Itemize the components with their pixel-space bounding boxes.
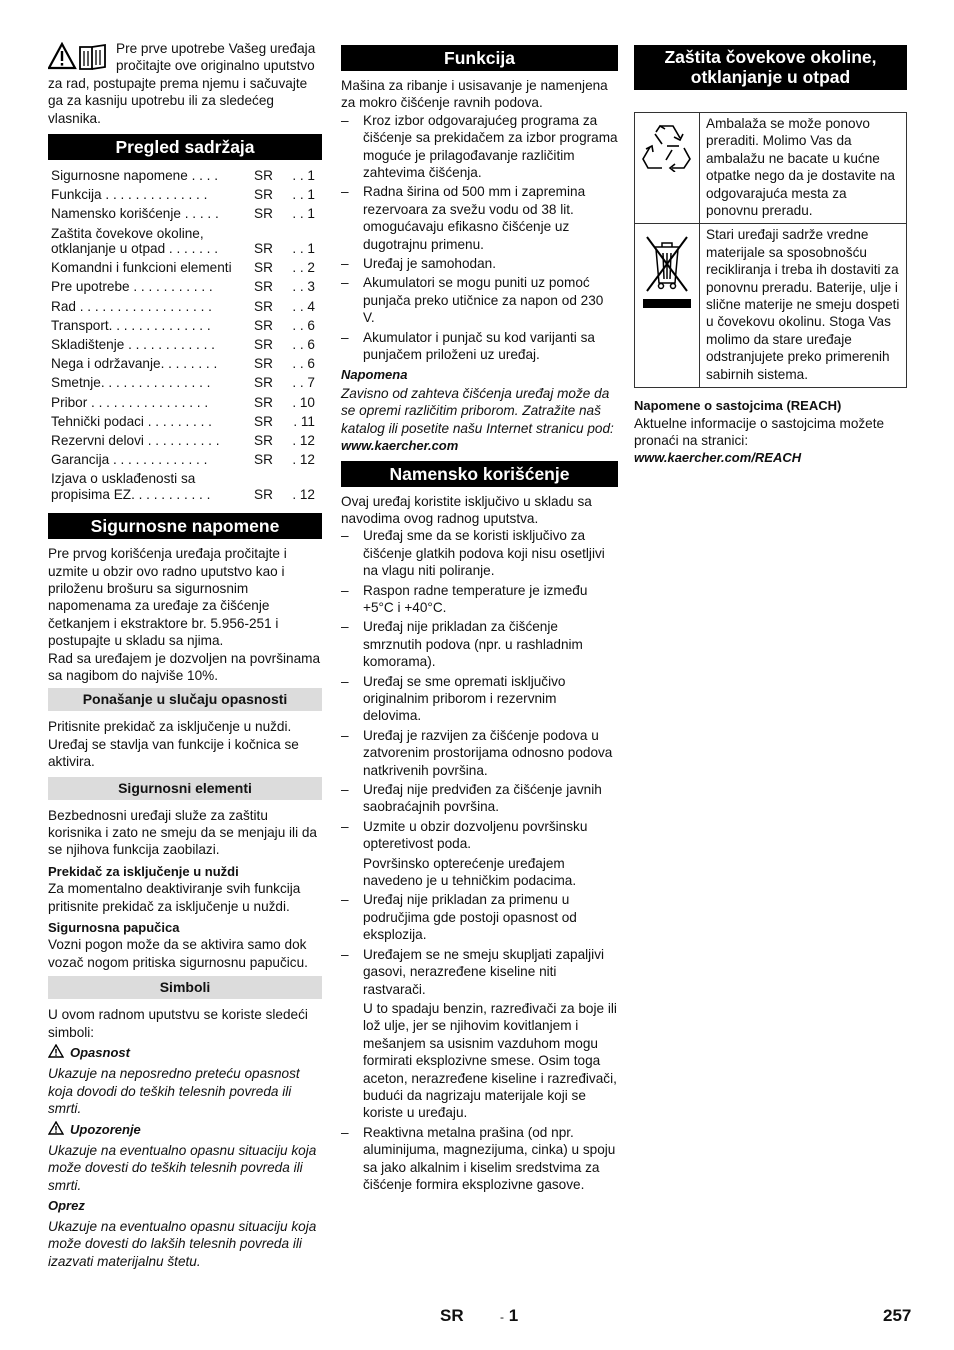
toc-lang: SR [254,279,273,295]
toc-title: Rad . . . . . . . . . . . . . . . . . . [51,298,212,314]
toc-lang: SR [254,375,273,391]
function-heading: Funkcija [341,45,618,71]
toc-row[interactable] [48,471,322,506]
toc-lang: SR [254,317,273,333]
column-middle [341,45,618,1195]
list-item: – Reaktivna metalna prašina (od npr. aluminijuma, magnezijuma, cinka) u spoju sa jako alkalnim i kiselim sredstvima za čišćenje formira eksplozivne gasove. [341,1124,618,1194]
toc-row[interactable] [48,433,322,452]
note-label: Napomena [341,366,408,382]
intended-use-heading: Namensko korišćenje [341,461,618,487]
reach-heading: Napomene o sastojcima (REACH) [634,398,842,414]
toc-heading: Pregled sadržaja [48,134,322,160]
toc-page: . 12 [292,486,315,502]
toc-lang: SR [254,337,273,353]
footer-total-page: 257 [883,1306,912,1325]
toc-title: Funkcija . . . . . . . . . . . . . . [51,187,208,203]
toc-row[interactable] [48,168,322,187]
toc-title: Smetnje. . . . . . . . . . . . . . . [51,375,211,391]
list-item: – Uređaj je samohodan. [341,255,618,272]
toc-title: Garancija . . . . . . . . . . . . . [51,452,208,468]
toc-row[interactable] [48,395,322,414]
toc-page: . . 2 [292,260,315,276]
list-item-extra: U to spadaju benzin, razređivači za boje ili lož ulje, jer se njihovim kovitlanjem i mešanjem sa usisnim vazduhom mogu formirati eksplozivne smese. Osim toga aceton, nerazređene kiseline i razređivači, budući da nagrizaju materijale koji se koriste u uređaju. [363,1000,617,1121]
toc-row[interactable] [48,375,322,394]
environment-table [634,112,907,388]
toc-row[interactable] [48,299,322,318]
symbols-paragraph: U ovom radnom uputstvu se koriste sledeći simboli: [48,1007,308,1040]
toc-row[interactable] [48,187,322,206]
reach-paragraph: Aktuelne informacije o sastojcima možete pronaći na stranici: [634,415,885,448]
safety-elements-heading: Sigurnosni elementi [48,777,322,800]
table-row [635,224,907,388]
reach-link[interactable]: www.kaercher.com/REACH [634,450,802,466]
danger-paragraph: Pritisnite prekidač za isključenje u nuždi. Uređaj se stavlja van funkcije i kočnica se aktivira. [48,719,299,770]
footer-language: SR [440,1306,464,1325]
toc-lang: SR [254,356,273,372]
danger-label-text: Opasnost [70,1045,130,1061]
toc-row[interactable] [48,226,322,261]
list-item: – Radna širina od 500 mm i zapremina rezervoara za svežu vodu od 38 lit. omogućavaju efikasno čišćenje uz dugotrajnu primenu. [341,183,618,253]
toc-page: . 12 [292,452,315,468]
list-item [341,946,618,1122]
list-item-text: Uzmite u obzir dozvoljenu površinsku opteretivost poda. [363,818,588,852]
toc-row[interactable] [48,279,322,298]
toc-row[interactable] [48,414,322,433]
toc-page: . . 1 [292,187,315,203]
emergency-stop-paragraph: Za momentalno deaktiviranje svih funkcija pritisnite prekidač za isključenje u nuždi. [48,881,301,914]
warning-label-text: Upozorenje [70,1121,141,1137]
toc-lang: SR [254,486,273,502]
toc-title: Transport. . . . . . . . . . . . . . [51,317,211,333]
danger-symbol-description: Ukazuje na neposredno preteću opasnost koja dovodi do teških telesnih povreda ili smrti. [48,1066,300,1117]
toc-lang: SR [254,298,273,314]
footer-page-value: 1 [508,1306,519,1325]
danger-heading: Ponašanje u slučaju opasnosti [48,688,322,711]
toc-page: . . 7 [292,375,315,391]
footer-page-prefix: - [500,1310,504,1324]
note-paragraph: Zavisno od zahteva čišćenja uređaj može da se opremi različitim priborom. Zatražite naš katalog ili posetite našu Internet stranicu pod: [341,385,614,436]
intro-text: Pre prve upotrebe Vašeg uređaja pročitajte ove originalno uputstvo za rad, postupajte prema njemu i sačuvajte ga za kasniju upotrebu ili za sledećeg vlasnika. [48,41,316,126]
weee-icon-cell [635,224,700,388]
list-item: – Akumulatori se mogu puniti uz pomoć punjača preko utičnice za napon od 230 V. [341,274,618,326]
toc-title: Skladištenje . . . . . . . . . . . . [51,337,215,353]
warning-triangle-icon [48,1121,64,1139]
toc-page: . 11 [293,413,315,429]
safety-pedal-heading: Sigurnosna papučica [48,920,180,935]
safety-paragraph-2: Rad sa uređajem je dozvoljen na površinama sa nagibom do najviše 10%. [48,650,321,683]
warning-symbol-label [48,1121,322,1139]
toc-page: . . 6 [292,337,315,353]
old-devices-text: Stari uređaji sadrže vredne materijale sa sposobnošću recikliranja i treba ih dostaviti za ponovnu preradu. Baterije, ulje i slične materije ne smeju dospeti u čovekovu okolinu. Stoga Vas molimo da stare uređaje odstranjujete preko primerenih sabirnih sistema. [700,224,907,388]
toc-page: . 12 [292,433,315,449]
list-item: – Uređaj nije prikladan za primenu u područjima gde postoji opasnost od eksplozija. [341,891,618,943]
intended-use-paragraph: Ovaj uređaj koristite isključivo u skladu sa navodima ovog radnog uputstva. [341,493,592,526]
toc-row[interactable] [48,260,322,279]
column-right [634,45,907,467]
toc-title: Rezervni delovi . . . . . . . . . . [51,433,220,449]
column-left [48,40,322,1270]
toc-page: . . 1 [292,168,315,184]
intended-use-list [341,527,618,1193]
table-row [635,113,907,224]
list-item: – Uređaj nije prikladan za čišćenje smrznutih podova (npr. u rashladnim komorama). [341,618,618,670]
toc-page: . . 6 [292,356,315,372]
recycling-icon [640,120,694,176]
emergency-stop-heading: Prekidač za isključenje u nuždi [48,863,239,879]
symbols-heading: Simboli [48,976,322,999]
toc-page: . 10 [292,394,315,410]
toc-row[interactable] [48,356,322,375]
toc-lang: SR [254,452,273,468]
function-paragraph: Mašina za ribanje i usisavanje je namenjena za mokro čišćenje ravnih podova. [341,78,608,111]
toc-lang: SR [254,168,273,184]
list-item-extra: Površinsko opterećenje uređajem navedeno je u tehničkim podacima. [363,855,577,889]
toc-title: Sigurnosne napomene . . . . [51,168,219,184]
toc-row[interactable] [48,452,322,471]
caution-symbol-label: Oprez [48,1198,85,1214]
list-item [341,818,618,890]
list-item: – Uređaj je razvijen za čišćenje podova u zatvorenim prostorijama odnosno podova natkrivenih površina. [341,727,618,779]
kaercher-link[interactable]: www.kaercher.com [341,438,459,454]
toc-row[interactable] [48,206,322,225]
safety-pedal-paragraph: Vozni pogon može da se aktivira samo dok vozač nogom pritiska sigurnosnu papučicu. [48,937,308,970]
footer-page-number [500,1307,518,1326]
warning-symbol-description: Ukazuje na eventualno opasnu situaciju koja može dovesti do teških telesnih povreda ili smrti. [48,1143,317,1193]
packaging-text: Ambalaža se može ponovo preraditi. Molimo Vas da ambalažu ne bacate u kućne otpatke nego da je dostavite na odgovarajuća mesta za ponovnu preradu. [700,113,907,224]
toc-lang: SR [254,187,273,203]
function-list [341,112,618,364]
toc-lang: SR [254,206,273,222]
warning-triangle-icon [48,1044,64,1062]
toc-title: Namensko korišćenje . . . . . [51,206,219,222]
safety-elements-paragraph: Bezbednosni uređaji služe za zaštitu korisnika i zato ne smeju da se menjaju ili da se njihova funkcija zaobilazi. [48,807,317,858]
list-item: – Uređaj sme da se koristi isključivo za čišćenje glatkih podova koji nisu osetljivi na vlagu niti poliranje. [341,527,618,579]
list-item: – Kroz izbor odgovarajućeg programa za čišćenje sa prekidačem za izbor programa moguće je prilagođavanje različitim zahtevima čišćenja. [341,112,618,182]
list-item: – Uređaj se sme opremati isključivo originalnim priborom i rezervnim delovima. [341,673,618,725]
toc-title: Komandni i funkcioni elementi [51,260,232,276]
list-item: – Akumulator i punjač su kod varijanti sa punjačem priloženi uz uređaj. [341,329,618,364]
toc-page: . . 1 [292,241,315,257]
list-item-text: Uređajem se ne smeju skupljati zapaljivi gasovi, nerazređene kiseline niti rastvarači. [363,946,605,997]
toc-row[interactable] [48,337,322,356]
toc-title: Zaštita čovekove okoline, otklanjanje u otpad . . . . . . . [51,225,219,257]
toc-title: Pre upotrebe . . . . . . . . . . . [51,279,213,295]
caution-symbol-description: Ukazuje na eventualno opasnu situaciju koja može dovesti do lakših telesnih povreda ili izazvati materijalnu štetu. [48,1218,317,1269]
toc-page: . . 6 [292,317,315,333]
warning-and-manual-icon [48,42,108,72]
safety-paragraph-1: Pre prvog korišćenja uređaja pročitajte i uzmite u obzir ovo radno uputstvo kao i priloženu brošuru sa sigurnosnim napomenama za uređaje za čišćenje četkanjem i ekstraktore br. 5.956-251 i postupajte u skladu sa njima. [48,546,287,649]
toc-row[interactable] [48,318,322,337]
toc-page: . . 3 [292,279,315,295]
toc-title: Tehnički podaci . . . . . . . . . [51,413,212,429]
toc-title: Pribor . . . . . . . . . . . . . . . . [51,394,209,410]
toc-title: Izjava o usklađenosti sa propisima EZ. . . . . . . . . . . [51,471,211,502]
toc-lang: SR [254,260,273,276]
table-of-contents [48,168,322,506]
crossed-out-bin-icon [642,231,692,315]
toc-page: . . 1 [292,206,315,222]
toc-title: Nega i održavanje. . . . . . . . [51,356,218,372]
toc-lang: SR [254,394,273,410]
safety-heading: Sigurnosne napomene [48,513,322,539]
list-item: – Raspon radne temperature je između +5°C i +40°C. [341,582,618,617]
toc-lang: SR [254,241,273,257]
toc-lang: SR [254,413,273,429]
toc-page: . . 4 [292,298,315,314]
recycling-icon-cell [635,113,700,224]
environment-heading: Zaštita čovekove okoline, otklanjanje u otpad [634,45,907,90]
intro-block [48,40,322,127]
toc-lang: SR [254,433,273,449]
list-item: – Uređaj nije predviđen za čišćenje javnih saobraćajnih površina. [341,781,618,816]
danger-symbol-label [48,1044,322,1062]
